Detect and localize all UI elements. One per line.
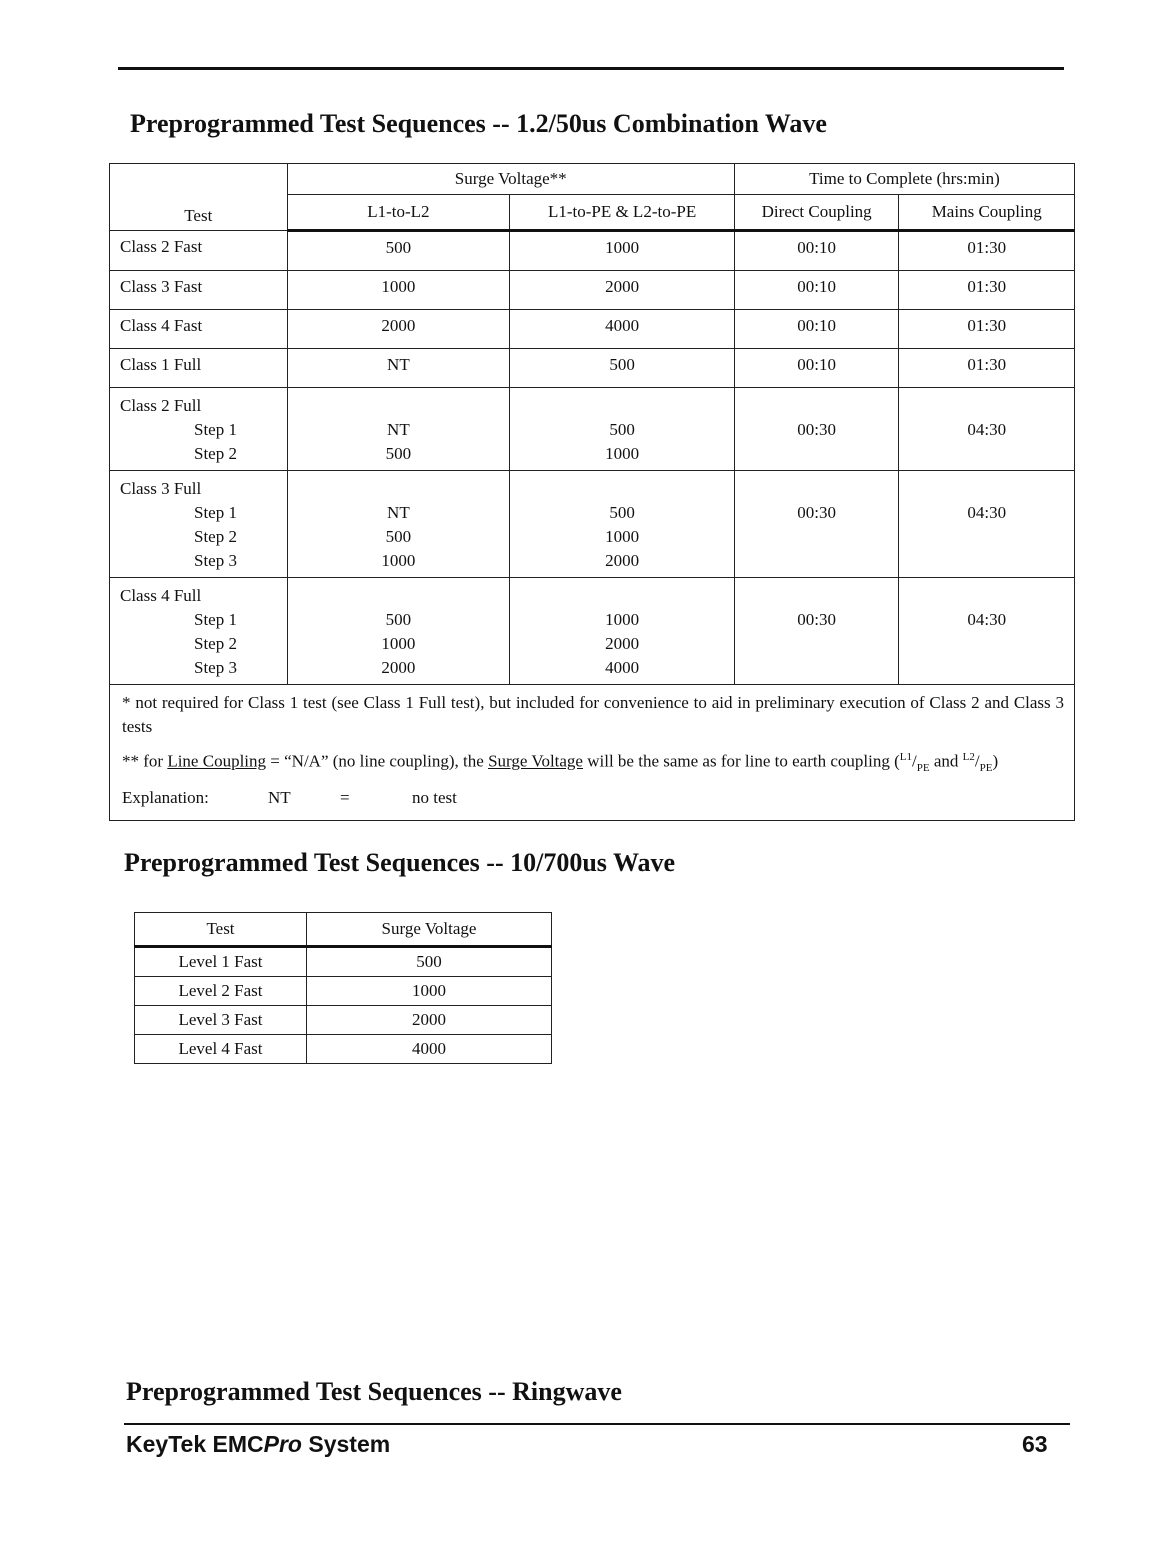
direct-cell: 00:10: [734, 349, 899, 388]
lpe-cell: 2000: [510, 271, 735, 310]
header-mains-coupling: Mains Coupling: [899, 195, 1075, 231]
note2-line-coupling: Line Coupling: [167, 751, 267, 771]
explanation-def: no test: [412, 788, 457, 808]
header-time-to-complete: Time to Complete (hrs:min): [734, 164, 1074, 195]
voltage-cell: 1000: [307, 977, 552, 1006]
brand-suffix: System: [301, 1431, 391, 1457]
value: 2000: [381, 658, 416, 677]
group-title: Class 2 Full: [120, 396, 202, 415]
header-direct-coupling: Direct Coupling: [734, 195, 899, 231]
direct-cell: 00:10: [734, 231, 899, 271]
explanation-eq: =: [340, 788, 350, 808]
direct-cell: 00:30: [734, 471, 899, 578]
header-test: Test: [135, 913, 307, 947]
direct-cell: 00:30: [734, 578, 899, 685]
l1-l2-cell: 1000: [287, 271, 510, 310]
test-cell: Class 1 Full: [110, 349, 288, 388]
test-cell: Level 1 Fast: [135, 947, 307, 977]
700us-wave-table: [134, 912, 552, 1064]
lpe-cell: [510, 578, 735, 685]
note-1: * not required for Class 1 test (see Class 1 Full test), but included for convenience to aid in preliminary execution of Class 2 and Class 3 tests: [122, 693, 1064, 736]
sup-l2: L2: [962, 751, 975, 763]
table-row: [135, 1035, 552, 1064]
lpe-cell: [510, 471, 735, 578]
direct-cell: 00:30: [734, 388, 899, 471]
combination-wave-table: [109, 163, 1075, 821]
footer-rule: [124, 1423, 1070, 1425]
test-cell: [110, 578, 288, 685]
table-row: [135, 977, 552, 1006]
sub-pe: PE: [916, 762, 930, 775]
direct-cell: 00:10: [734, 271, 899, 310]
note2-and: and: [929, 751, 963, 771]
note2-suffix: will be the same as for line to earth coupling (: [582, 751, 900, 771]
test-cell: Class 2 Fast: [110, 231, 288, 271]
lpe-cell: [510, 388, 735, 471]
table-row: [135, 1006, 552, 1035]
value: 500: [609, 420, 635, 439]
mains-cell: 04:30: [899, 578, 1075, 685]
section3-title: Preprogrammed Test Sequences -- Ringwave: [126, 1377, 622, 1406]
test-cell: Level 4 Fast: [135, 1035, 307, 1064]
value: 1000: [381, 634, 416, 653]
value: 2000: [605, 634, 640, 653]
voltage-cell: 4000: [307, 1035, 552, 1064]
l1-l2-cell: [287, 578, 510, 685]
header-l1pe-l2pe: L1-to-PE & L2-to-PE: [510, 195, 735, 231]
value: 4000: [605, 658, 640, 677]
header-surge-voltage: Surge Voltage: [307, 913, 552, 947]
notes-cell: [110, 685, 1075, 821]
header-l1-l2: L1-to-L2: [287, 195, 510, 231]
value: 500: [385, 527, 412, 546]
brand-italic: Pro: [263, 1431, 302, 1457]
voltage-cell: 500: [307, 947, 552, 977]
table-row-group: [110, 388, 1075, 471]
value: 1000: [605, 444, 640, 463]
l1-l2-cell: 500: [287, 231, 510, 271]
value: 1000: [605, 527, 640, 546]
notes-row: [110, 685, 1075, 821]
direct-cell: 00:10: [734, 310, 899, 349]
note2-prefix: ** for: [122, 751, 168, 771]
sub-pe: PE: [979, 762, 993, 775]
table-row: [110, 310, 1075, 349]
section1-title: Preprogrammed Test Sequences -- 1.2/50us Combination Wave: [130, 109, 827, 138]
test-cell: Level 3 Fast: [135, 1006, 307, 1035]
step-label: Step 3: [194, 658, 237, 677]
note2-mid: = “N/A” (no line coupling), the: [266, 751, 489, 771]
lpe-cell: 1000: [510, 231, 735, 271]
test-cell: Class 3 Fast: [110, 271, 288, 310]
header-test: Test: [110, 164, 288, 231]
value: 2000: [605, 551, 640, 570]
l1-l2-cell: [287, 471, 510, 578]
mains-cell: 01:30: [899, 271, 1075, 310]
step-label: Step 2: [194, 444, 237, 463]
note2-close: ): [992, 751, 999, 771]
mains-cell: 01:30: [899, 231, 1075, 271]
table-row: [110, 349, 1075, 388]
table-row: [110, 271, 1075, 310]
value: 1000: [381, 551, 416, 570]
value: 500: [385, 444, 412, 463]
table-row: [135, 947, 552, 977]
group-title: Class 4 Full: [120, 586, 202, 605]
group-title: Class 3 Full: [120, 479, 202, 498]
note-2: ** for Line Coupling = “N/A” (no line coupling), the Surge Voltage will be the same as for line to earth coupling ($^{L1}/_{PE}$ and $^{L2}/_{PE}$): [122, 751, 999, 775]
step-label: Step 1: [194, 610, 237, 629]
mains-cell: 01:30: [899, 310, 1075, 349]
test-cell: Class 4 Fast: [110, 310, 288, 349]
section2-title: Preprogrammed Test Sequences -- 10/700us Wave: [124, 848, 676, 877]
lpe-cell: 4000: [510, 310, 735, 349]
step-label: Step 1: [194, 503, 237, 522]
l1-l2-cell: NT: [287, 349, 510, 388]
mains-cell: 04:30: [899, 471, 1075, 578]
test-cell: Level 2 Fast: [135, 977, 307, 1006]
brand-prefix: KeyTek EMC: [126, 1431, 264, 1457]
explanation-label: Explanation:: [122, 788, 209, 808]
test-cell: [110, 388, 288, 471]
value: NT: [387, 503, 410, 522]
mains-cell: 04:30: [899, 388, 1075, 471]
step-label: Step 2: [194, 634, 237, 653]
l1-l2-cell: 2000: [287, 310, 510, 349]
lpe-cell: 500: [510, 349, 735, 388]
table-row-group: [110, 578, 1075, 685]
explanation-term: NT: [268, 788, 291, 808]
step-label: Step 3: [194, 551, 237, 570]
header-surge-voltage: Surge Voltage**: [287, 164, 734, 195]
note2-surge-voltage: Surge Voltage: [488, 751, 583, 771]
table-row-group: [110, 471, 1075, 578]
voltage-cell: 2000: [307, 1006, 552, 1035]
step-label: Step 1: [194, 420, 237, 439]
value: 1000: [605, 610, 640, 629]
mains-cell: 01:30: [899, 349, 1075, 388]
test-cell: [110, 471, 288, 578]
value: 500: [385, 610, 412, 629]
top-rule: [118, 67, 1064, 70]
table-row: [110, 231, 1075, 271]
value: NT: [387, 420, 410, 439]
l1-l2-cell: [287, 388, 510, 471]
footer-brand: [126, 1431, 390, 1458]
explanation: [122, 786, 1064, 810]
value: 500: [609, 503, 635, 522]
sup-l1: L1: [899, 751, 912, 763]
step-label: Step 2: [194, 527, 237, 546]
page-number: 63: [1022, 1431, 1048, 1457]
